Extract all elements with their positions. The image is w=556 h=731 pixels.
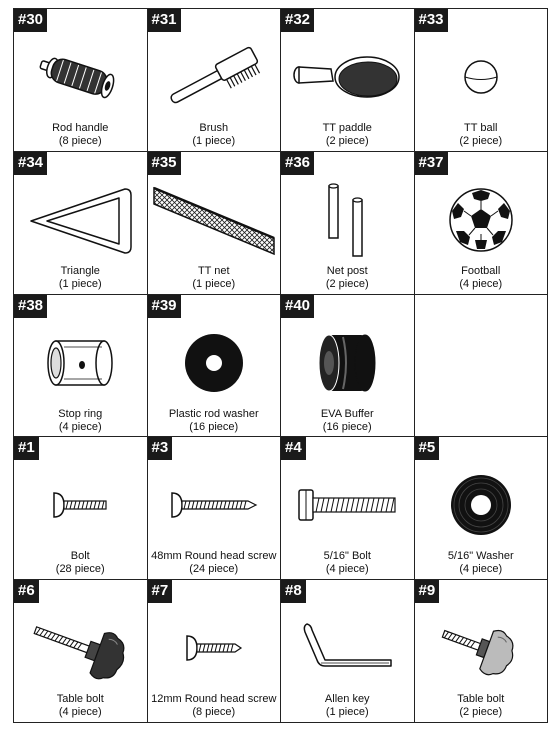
part-number: #6 [14, 580, 39, 603]
part-name: Plastic rod washer [168, 407, 259, 420]
part-quantity: (28 piece) [55, 563, 105, 576]
part-name: Triangle [60, 264, 100, 277]
empty-cell [415, 295, 549, 438]
part-cell-35 [148, 152, 282, 295]
part-name: EVA Buffer [320, 407, 374, 420]
part-number: #35 [148, 152, 181, 175]
part-quantity: (4 piece) [325, 563, 369, 576]
part-cell-7 [148, 580, 282, 723]
bolt-5-16-icon [295, 487, 399, 523]
part-name: Table bolt [457, 693, 505, 706]
round-head-screw-48mm-icon [168, 490, 260, 520]
triangle-icon [25, 185, 135, 255]
part-quantity: (1 piece) [325, 706, 369, 719]
plastic-rod-washer-icon [182, 331, 246, 395]
part-name: Allen key [324, 693, 370, 706]
tt-net-icon [152, 180, 276, 260]
washer-5-16-icon [448, 472, 514, 538]
part-quantity: (1 piece) [58, 277, 102, 290]
part-cell-38 [14, 295, 148, 438]
part-quantity: (2 piece) [459, 135, 503, 147]
tt-ball-icon [461, 57, 501, 97]
part-name: Stop ring [58, 407, 103, 420]
part-cell-4 [281, 437, 415, 580]
part-number: #1 [14, 437, 39, 460]
part-cell-34 [14, 152, 148, 295]
part-cell-30 [14, 9, 148, 152]
part-quantity: (2 piece) [325, 277, 369, 290]
brush-icon [164, 47, 264, 107]
part-number: #32 [281, 9, 314, 32]
football-icon [448, 187, 514, 253]
part-cell-5 [415, 437, 549, 580]
round-head-screw-12mm-icon [183, 633, 245, 663]
part-name: TT paddle [322, 122, 372, 134]
part-quantity: (16 piece) [189, 420, 239, 433]
rod-handle-icon [35, 47, 125, 107]
part-quantity: (24 piece) [189, 563, 239, 576]
part-number: #37 [415, 152, 448, 175]
part-name: Table bolt [56, 693, 104, 706]
part-quantity: (16 piece) [322, 420, 372, 433]
part-number: #4 [281, 437, 306, 460]
part-name: Bolt [70, 550, 90, 563]
part-number: #30 [14, 9, 47, 32]
part-number: #36 [281, 152, 314, 175]
parts-grid [13, 8, 548, 723]
part-name: 48mm Round head screw [151, 550, 277, 563]
part-number: #33 [415, 9, 448, 32]
part-number: #3 [148, 437, 173, 460]
part-number: #34 [14, 152, 47, 175]
part-number: #40 [281, 295, 314, 318]
part-quantity: (8 piece) [58, 135, 102, 147]
net-post-icon [317, 180, 377, 260]
part-name: 12mm Round head screw [151, 693, 277, 706]
part-cell-9 [415, 580, 549, 723]
eva-buffer-icon [315, 331, 379, 395]
part-number: #31 [148, 9, 181, 32]
part-cell-36 [281, 152, 415, 295]
part-cell-39 [148, 295, 282, 438]
part-cell-32 [281, 9, 415, 152]
part-number: #5 [415, 437, 440, 460]
table-bolt-small-icon [439, 620, 523, 676]
part-name: Football [461, 264, 501, 277]
part-cell-6 [14, 580, 148, 723]
part-quantity: (2 piece) [325, 135, 369, 147]
part-number: #39 [148, 295, 181, 318]
part-cell-33 [415, 9, 549, 152]
part-cell-37 [415, 152, 549, 295]
part-name: TT net [197, 264, 230, 277]
part-cell-31 [148, 9, 282, 152]
part-quantity: (1 piece) [192, 135, 236, 147]
part-quantity: (4 piece) [459, 563, 503, 576]
part-quantity: (2 piece) [459, 706, 503, 719]
part-quantity: (4 piece) [459, 277, 503, 290]
stop-ring-icon [40, 333, 120, 393]
part-quantity: (1 piece) [192, 277, 236, 290]
part-cell-8 [281, 580, 415, 723]
part-quantity: (8 piece) [192, 706, 236, 719]
part-quantity: (4 piece) [58, 420, 102, 433]
bolt-icon [50, 490, 110, 520]
part-number: #9 [415, 580, 440, 603]
part-cell-3 [148, 437, 282, 580]
table-bolt-large-icon [30, 616, 130, 680]
part-name: Rod handle [52, 122, 109, 134]
part-cell-1 [14, 437, 148, 580]
part-number: #38 [14, 295, 47, 318]
part-name: Net post [326, 264, 368, 277]
part-cell-40 [281, 295, 415, 438]
allen-key-icon [299, 620, 395, 676]
tt-paddle-icon [291, 49, 403, 105]
part-name: 5/16" Bolt [323, 550, 371, 563]
part-quantity: (4 piece) [58, 706, 102, 719]
part-name: Brush [199, 122, 229, 134]
part-name: 5/16" Washer [447, 550, 514, 563]
part-number: #8 [281, 580, 306, 603]
part-number: #7 [148, 580, 173, 603]
part-name: TT ball [464, 122, 498, 134]
